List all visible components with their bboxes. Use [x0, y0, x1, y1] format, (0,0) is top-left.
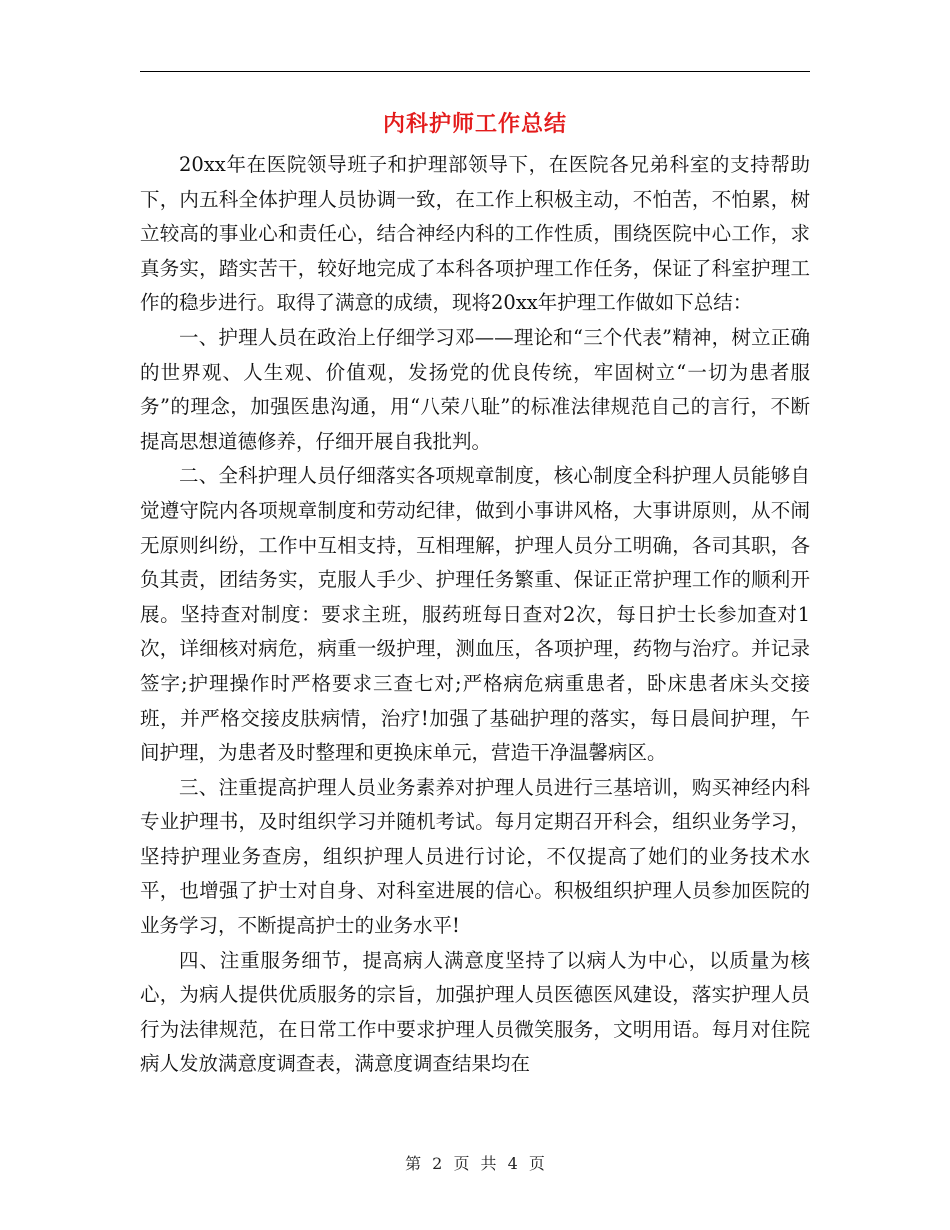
paragraph-section-4: 四、注重服务细节，提高病人满意度坚持了以病人为中心，以质量为核心，为病人提供优质服务的宗旨，加强护理人员医德医风建设，落实护理人员行为法律规范，在日常工作中要求护理人员微笑服务，文明用语。每月对住院病人发放满意度调查表，满意度调查结果均在	[140, 948, 810, 1076]
page-number-footer: 第 2 页 共 4 页	[405, 1154, 545, 1173]
document-body	[140, 148, 810, 1082]
paragraph-section-3: 三、注重提高护理人员业务素养对护理人员进行三基培训，购买神经内科专业护理书，及时组织学习并随机考试。每月定期召开科会，组织业务学习，坚持护理业务查房，组织护理人员进行讨论，不仅提高了她们的业务技术水平，也增强了护士对自身、对科室进展的信心。积极组织护理人员参加医院的业务学习，不断提高护士的业务水平!	[140, 775, 810, 938]
header-rule	[140, 71, 810, 72]
paragraph-section-2: 二、全科护理人员仔细落实各项规章制度，核心制度全科护理人员能够自觉遵守院内各项规章制度和劳动纪律，做到小事讲风格，大事讲原则，从不闹无原则纠纷，工作中互相支持，互相理解，护理人员分工明确，各司其职，各负其责，团结务实，克服人手少、护理任务繁重、保证正常护理工作的顺利开展。坚持查对制度：要求主班，服药班每日查对2次，每日护士长参加查对1次，详细核对病危，病重一级护理，测血压，各项护理，药物与治疗。并记录签字;护理操作时严格要求三查七对;严格病危病重患者，卧床患者床头交接班，并严格交接皮肤病情，治疗!加强了基础护理的落实，每日晨间护理，午间护理，为患者及时整理和更换床单元，营造干净温馨病区。	[140, 464, 810, 765]
document-title: 内科护师工作总结	[382, 112, 567, 137]
paragraph-section-1: 一、护理人员在政治上仔细学习邓——理论和“三个代表”精神，树立正确的世界观、人生观、价值观，发扬党的优良传统，牢固树立“一切为患者服务”的理念，加强医患沟通，用“八荣八耻”的标准法律规范自己的言行，不断提高思想道德修养，仔细开展自我批判。	[140, 325, 810, 453]
paragraph-intro: 20xx年在医院领导班子和护理部领导下，在医院各兄弟科室的支持帮助下，内五科全体护理人员协调一致，在工作上积极主动，不怕苦，不怕累，树立较高的事业心和责任心，结合神经内科的工作性质，围绕医院中心工作，求真务实，踏实苦干，较好地完成了本科各项护理工作任务，保证了科室护理工作的稳步进行。取得了满意的成绩，现将20xx年护理工作做如下总结：	[140, 153, 810, 315]
